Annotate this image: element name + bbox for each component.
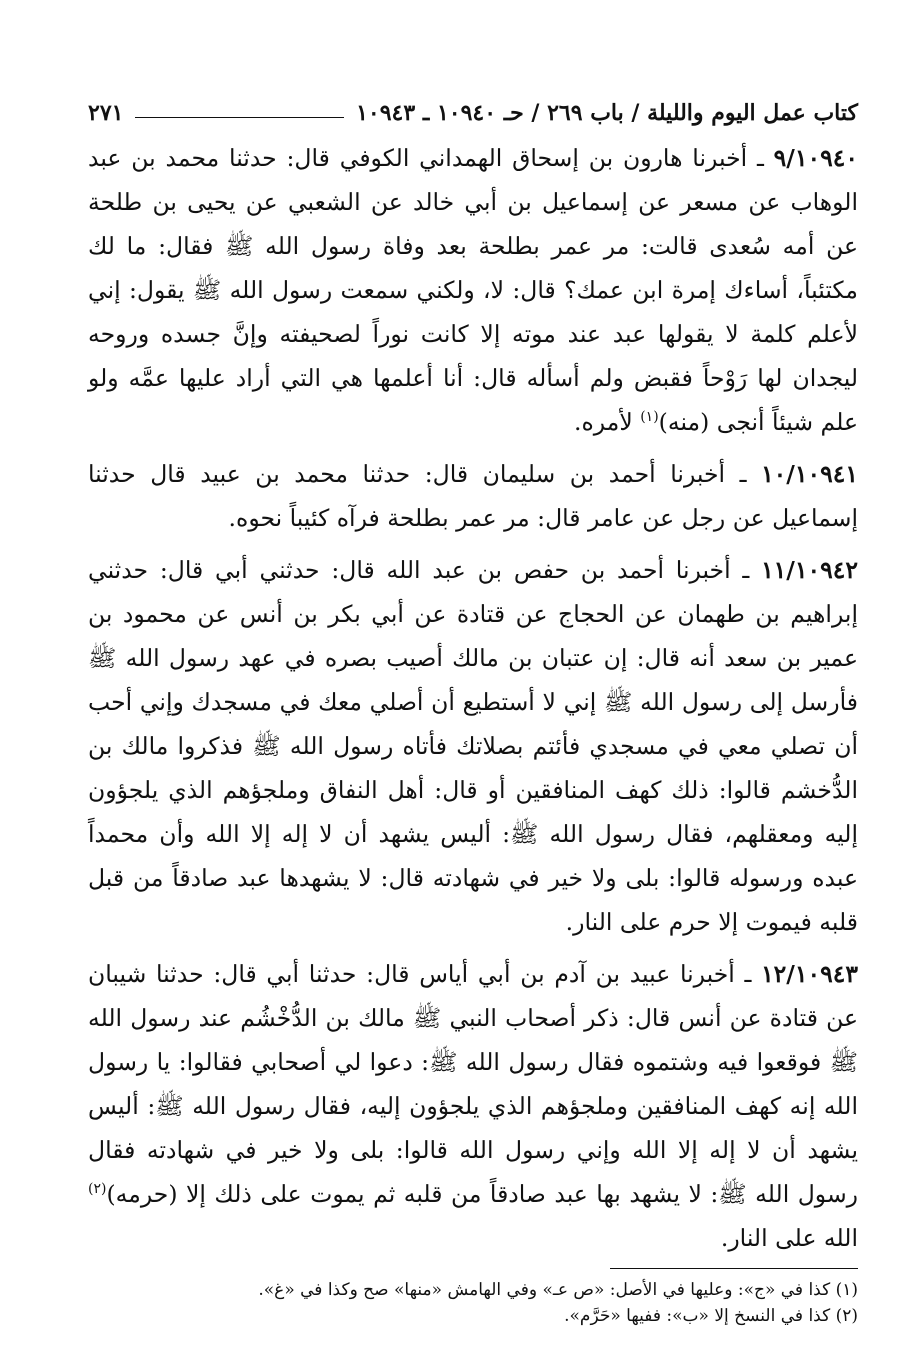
running-head (88, 84, 858, 128)
hadith-number: ١١/١٠٩٤٢ (761, 556, 858, 584)
hadith-text: ـ أخبرنا هارون بن إسحاق الهمداني الكوفي قال: حدثنا محمد بن عبد الوهاب عن مسعر عن إسماعيل بن أبي خالد عن الشعبي عن يحيى بن طلحة عن أمه سُعدى قالت: مر عمر بطلحة بعد وفاة رسول الله ﷺ فقال: ما لك مكتئباً، أساءك إمرة ابن عمك؟ قال: لا، ولكني سمعت رسول الله ﷺ يقول: إني لأعلم كلمة لا يقولها عبد عند موته إلا كانت نوراً لصحيفته وإنَّ جسده وروحه ليجدان لها رَوْحاً فقبض ولم أسأله قال: أنا أعلمها هي التي أراد عليها عمَّه ولو علم شيئاً أنجى (منه) (88, 144, 858, 436)
page-number: ٢٧١ (88, 100, 124, 126)
hadith-text: ـ أخبرنا أحمد بن سليمان قال: حدثنا محمد بن عبيد قال حدثنا إسماعيل عن رجل عن عامر قال: مر عمر بطلحة فرآه كئيباً نحوه. (88, 460, 858, 532)
page-body (88, 136, 858, 1260)
hadith-number: ٩/١٠٩٤٠ (773, 144, 858, 172)
running-head-title: كتاب عمل اليوم والليلة / باب ٢٦٩ / حـ ١٠٩٤٠ ـ ١٠٩٤٣ (356, 100, 858, 126)
hadith-text: ـ أخبرنا عبيد بن آدم بن أبي أياس قال: حدثنا أبي قال: حدثنا شيبان عن قتادة عن أنس قال: ذكر أصحاب النبي ﷺ مالك بن الدُّخْشُم عند رسول الله ﷺ فوقعوا فيه وشتموه فقال رسول الله ﷺ: دعوا لي أصحابي فقالوا: يا رسول الله إنه كهف المنافقين وملجؤهم الذي يلجؤون إليه، فقال رسول الله ﷺ: أليس يشهد أن لا إله إلا الله وإني رسول الله قالوا: بلى ولا خير في شهادته فقال رسول الله ﷺ: لا يشهد بها عبد صادقاً من قلبه ثم يموت على ذلك إلا (حرمه) (88, 960, 858, 1208)
footnotes (88, 1277, 858, 1329)
hadith-text-tail: لأمره. (573, 408, 641, 436)
book-page (88, 84, 858, 1329)
footnote-ref: (٢) (88, 1181, 107, 1198)
hadith-paragraph (88, 452, 858, 540)
hadith-paragraph (88, 548, 858, 944)
footnote: (١) كذا في «ج»: وعليها في الأصل: «ص عـ» وفي الهامش «منها» صح وكذا في «غ». (258, 1280, 858, 1300)
running-head-rule (135, 117, 344, 118)
footnote-ref: (١) (640, 409, 659, 426)
footnote: (٢) كذا في النسخ إلا «ب»: ففيها «حَرَّم». (564, 1306, 858, 1326)
hadith-number: ١٠/١٠٩٤١ (761, 460, 858, 488)
hadith-text-tail: الله على النار. (720, 1224, 858, 1252)
hadith-paragraph (88, 952, 858, 1260)
hadith-text: ـ أخبرنا أحمد بن حفص بن عبد الله قال: حدثني أبي قال: حدثني إبراهيم بن طهمان عن الحجاج عن قتادة عن أبي بكر بن أنس عن محمود بن عمير بن سعد أنه قال: إن عتبان بن مالك أصيب بصره في عهد رسول الله ﷺ فأرسل إلى رسول الله ﷺ إني لا أستطيع أن أصلي معك في مسجدك وإني أحب أن تصلي معي في مسجدي فأئتم بصلاتك فأتاه رسول الله ﷺ فذكروا مالك بن الدُّخشم قالوا: ذلك كهف المنافقين أو قال: أهل النفاق وملجؤهم الذي يلجؤون إليه ومعقلهم، فقال رسول الله ﷺ: أليس يشهد أن لا إله إلا الله وأن محمداً عبده ورسوله قالوا: بلى ولا خير في شهادته قال: لا يشهدها عبد صادقاً من قبل قلبه فيموت إلا حرم على النار. (88, 556, 858, 936)
hadith-paragraph (88, 136, 858, 444)
hadith-number: ١٢/١٠٩٤٣ (761, 960, 858, 988)
footnote-separator (610, 1268, 858, 1269)
